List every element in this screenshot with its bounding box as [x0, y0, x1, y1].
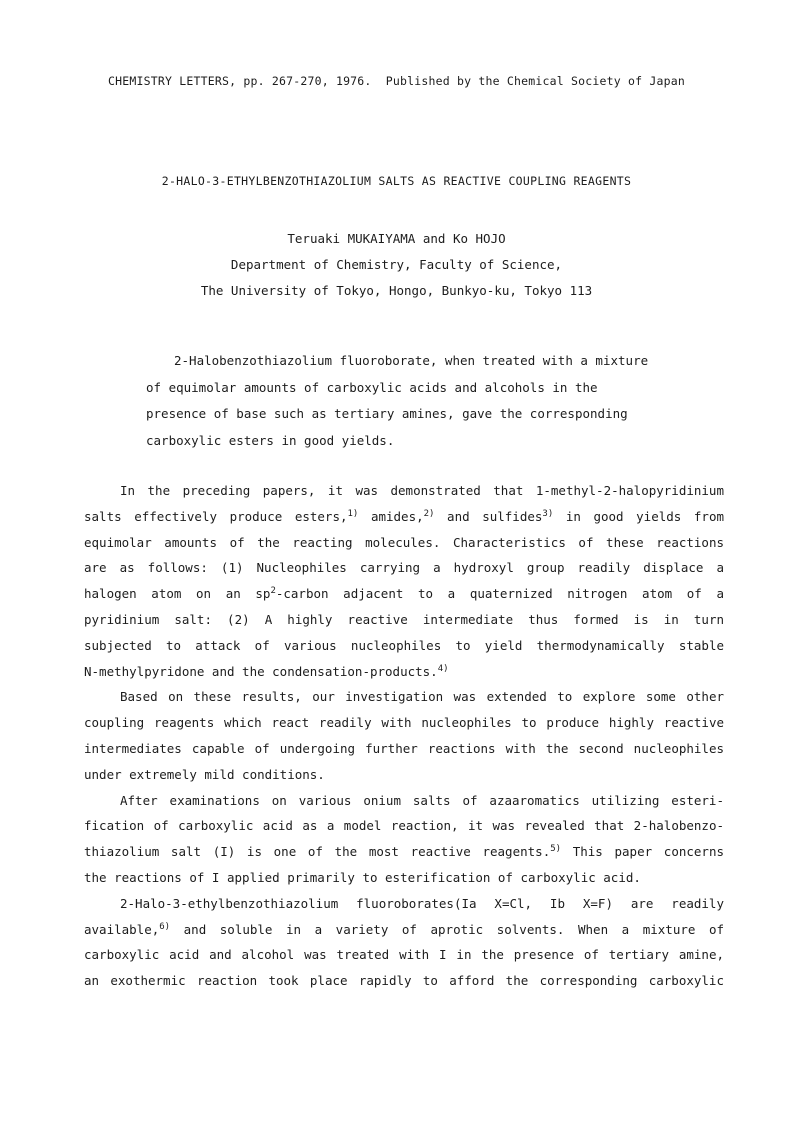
body-line: under extremely mild conditions. [84, 766, 325, 782]
body-line: carboxylic acid and alcohol was treated with I in the presence of tertiary amine, [84, 947, 724, 963]
author-block [0, 226, 793, 304]
paper-title: 2-HALO-3-ETHYLBENZOTHIAZOLIUM SALTS AS REACTIVE COUPLING REAGENTS [161, 174, 632, 188]
body-line: an exothermic reaction took place rapidly to afford the corresponding carboxylic [84, 973, 724, 989]
abstract-line: of equimolar amounts of carboxylic acids and alcohols in the [146, 379, 598, 395]
sp-superscript: 2 [270, 586, 276, 597]
abstract-line: presence of base such as tertiary amines, gave the corresponding [146, 406, 628, 421]
body-line: In the preceding papers, it was demonstrated that 1-methyl-2-halopyridinium [120, 483, 724, 498]
reference-2: 2) [423, 508, 435, 519]
reference-5: 5) [550, 844, 562, 855]
body-line: intermediates capable of undergoing further reactions with the second nucleophiles [84, 740, 724, 756]
abstract-line: 2-Halobenzothiazolium fluoroborate, when treated with a mixture [174, 353, 649, 368]
body-line: salts effectively produce esters,$^{1)}$ amides,$^{2)}$ and sulfides$^{3)}$ in good yields from [84, 508, 724, 524]
body-line: After examinations on various onium salts of azaaromatics utilizing esteri- [120, 792, 724, 808]
body-line: subjected to attack of various nucleophiles to yield thermodynamically stable [84, 637, 724, 653]
body-text [84, 478, 724, 994]
author-names: Teruaki MUKAIYAMA and Ko HOJO [287, 231, 506, 246]
reference-3: 3) [542, 508, 554, 519]
affiliation-line-2: The University of Tokyo, Hongo, Bunkyo-ku, Tokyo 113 [200, 283, 593, 298]
abstract-line: carboxylic esters in good yields. [146, 432, 395, 448]
abstract [146, 348, 706, 454]
body-line: are as follows: (1) Nucleophiles carrying a hydroxyl group readily displace a [84, 560, 724, 576]
body-line: N-methylpyridone and the condensation-products.$^{4)}$ [84, 663, 449, 679]
affiliation-line-1: Department of Chemistry, Faculty of Science, [230, 257, 563, 272]
reference-1: 1) [347, 508, 359, 519]
body-line: fication of carboxylic acid as a model reaction, it was revealed that 2-halobenzo- [84, 818, 724, 834]
body-line: thiazolium salt (I) is one of the most reactive reagents.$^{5)}$ This paper concerns [84, 844, 724, 860]
reference-6: 6) [159, 921, 171, 932]
body-line: coupling reagents which react readily with nucleophiles to produce highly reactive [84, 715, 724, 731]
body-line: halogen atom on an $sp^2$-carbon adjacent to a quaternized nitrogen atom of a [84, 586, 724, 602]
body-line: 2-Halo-3-ethylbenzothiazolium fluoroborates(Ia X=Cl, Ib X=F) are readily [120, 895, 724, 911]
body-line: equimolar amounts of the reacting molecules. Characteristics of these reactions [84, 534, 724, 550]
body-line: available,$^{6)}$ and soluble in a variety of aprotic solvents. When a mixture of [84, 921, 724, 937]
body-line: Based on these results, our investigation was extended to explore some other [120, 689, 724, 705]
body-line: the reactions of I applied primarily to esterification of carboxylic acid. [84, 869, 641, 885]
body-line: pyridinium salt: (2) A highly reactive intermediate thus formed is in turn [84, 611, 724, 627]
journal-header: CHEMISTRY LETTERS, pp. 267-270, 1976. Published by the Chemical Society of Japan [107, 74, 685, 88]
reference-4: 4) [437, 663, 449, 674]
